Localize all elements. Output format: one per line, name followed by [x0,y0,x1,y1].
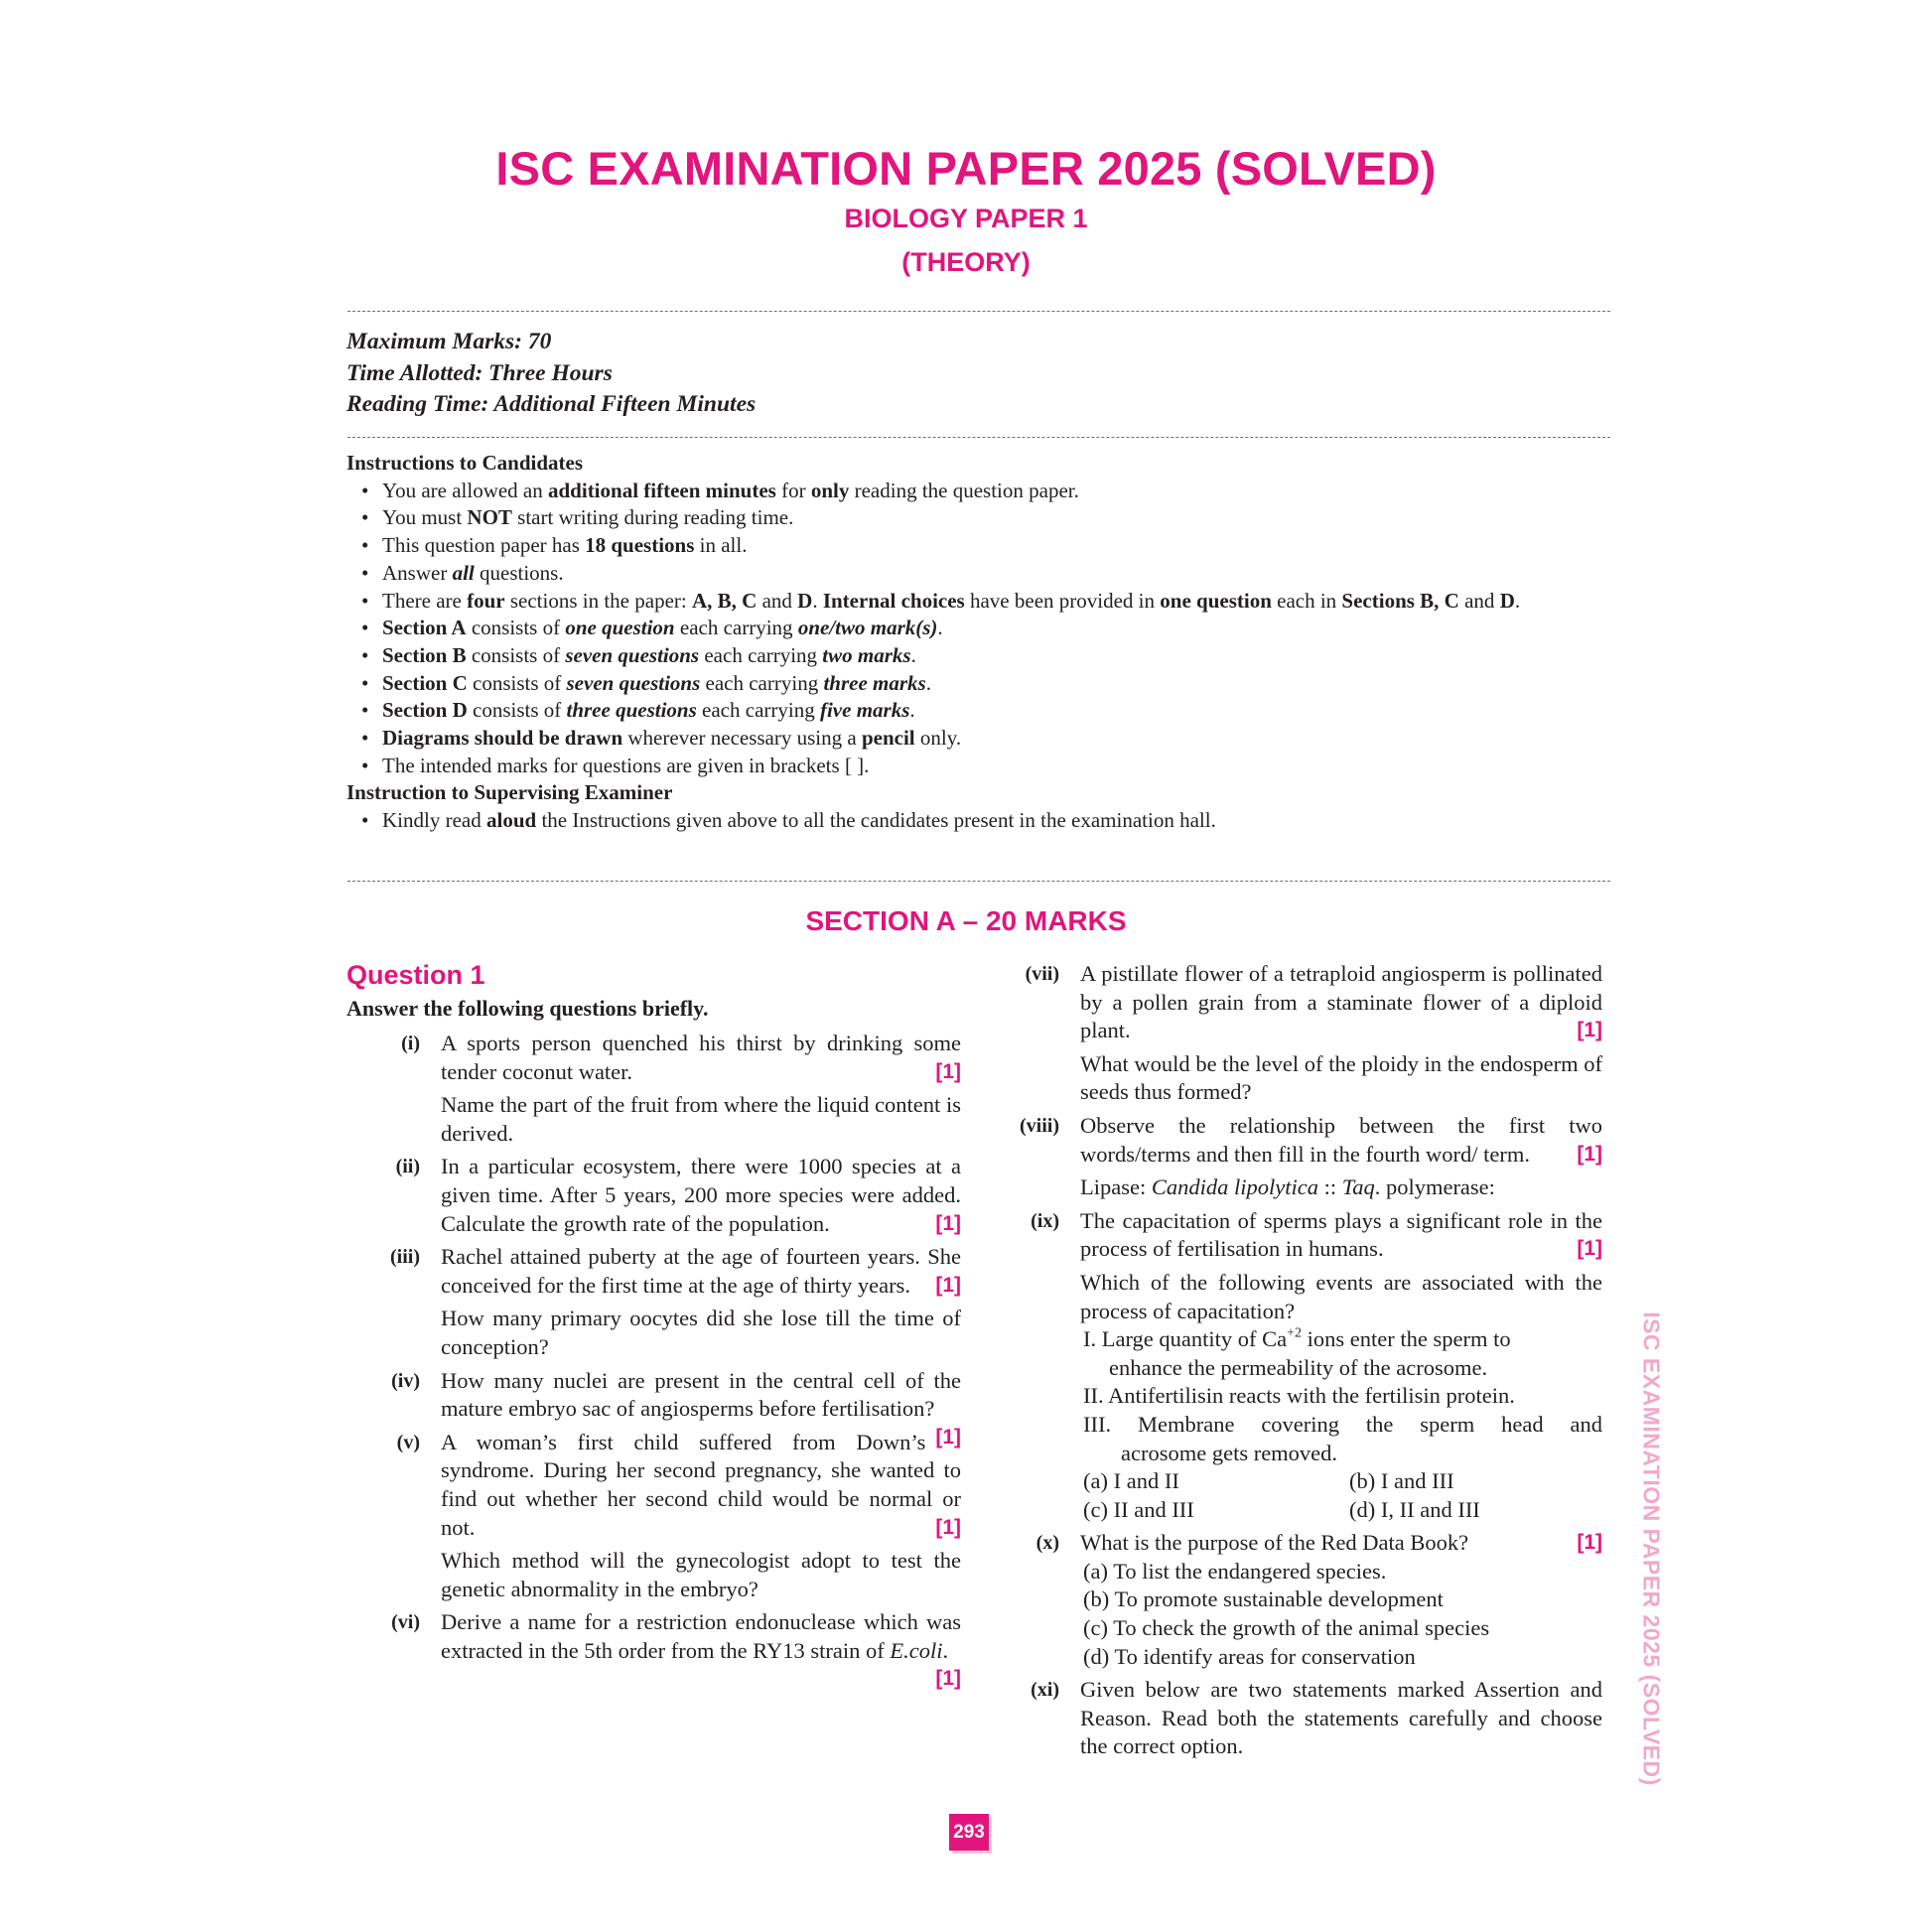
marks-badge: [1] [1577,1531,1602,1555]
sub-question-iii: (iii) Rachel attained puberty at the age of fourteen years. She conceived for the first time at the age of thirty years. [1] How many primary oocytes did she lose till the time of conception? [373,1243,961,1361]
left-column [373,1030,961,1694]
list-item: • You must NOT start writing during reading time. [346,504,1609,532]
list-item: • Section A consists of one question each carrying one/two mark(s). [346,615,1609,642]
question-subheading: Answer the following questions briefly. [346,996,709,1021]
section-title: SECTION A – 20 MARKS [805,905,1127,936]
sub-question-vi: (vi) Derive a name for a restriction endonuclease which was extracted in the 5th order from the RY13 strain of E.coli. [1] [373,1608,961,1665]
marks-badge: [1] [935,1425,961,1449]
list-item: • Section C consists of seven questions each carrying three marks. [346,670,1609,698]
instructions-block [346,450,1609,835]
options-list [1080,1558,1602,1671]
options-grid [1080,1467,1602,1524]
sub-question-viii: (viii) Observe the relationship between the first two words/terms and then fill in the fourth word/ term. [1] Lipase: Candida lipolytica :: Taq. polymerase: [1013,1112,1602,1202]
marks-badge: [1] [1577,1142,1602,1166]
right-column [1013,960,1602,1766]
option-b: (b) To promote sustainable development [1083,1587,1444,1612]
sub-question-v: (v) A woman’s first child suffered from Down’s syndrome. During her second pregnancy, she wanted to find out whether her second child would be normal or not. [1] Which method will the gynecologist adopt to test the genetic abnormality in the embryo? [373,1429,961,1604]
list-item: • Section D consists of three questions each carrying five marks. [346,697,1609,725]
marks-badge: [1] [1577,1019,1602,1042]
statement-list: I. Large quantity of $Ca^{+2}$ ions enter the sperm to enhance the permeability of the acrosome. II. Antifertilisin reacts with the fertilisin protein. III. Membrane covering the sperm head and acrosome gets removed. [1083,1325,1602,1465]
list-item: • Answer all questions. [346,560,1609,588]
page-number: 293 [949,1814,989,1851]
list-item: • Diagrams should be drawn wherever necessary using a pencil only. [346,725,1609,753]
list-item: • Section B consists of seven questions each carrying two marks. [346,642,1609,670]
list-item: • There are four sections in the paper: A, B, C and D. Internal choices have been provided in one question each in Sections B, C and D. [346,588,1609,616]
sub-question-number: (ii) [395,1156,420,1178]
dashed-divider [347,881,1610,882]
sub-question-number: (vi) [391,1611,420,1634]
list-item: • Kindly read aloud the Instructions given above to all the candidates present in the examination hall. [346,807,1609,835]
sub-question-x: (x) What is the purpose of the Red Data Book? [1] (a) To list the endangered species. (b) To promote sustainable development (c) To check the growth of the animal species (d) To identify areas for conservation [1013,1529,1602,1671]
marks-badge: [1] [1577,1237,1602,1261]
list-item: • You are allowed an additional fifteen minutes for only reading the question paper. [346,478,1609,505]
marks-badge: [1] [935,1667,961,1691]
dashed-divider [347,437,1610,438]
option-b: (b) I and III [1349,1468,1454,1494]
max-marks: Maximum Marks: 70 [346,329,552,354]
instructions-list [346,478,1609,780]
sub-question-number: (iv) [391,1369,420,1392]
sub-question-xi: (xi) Given below are two statements marked Assertion and Reason. Read both the statements carefully and choose the correct option. [1013,1676,1602,1761]
sub-question-number: (i) [401,1033,420,1054]
sub-question-number: (vii) [1025,963,1059,985]
sub-question-iv: (iv) How many nuclei are present in the central cell of the mature embryo sac of angiosperms before fertilisation? [1] [373,1367,961,1424]
sub-question-number: (xi) [1031,1679,1059,1702]
option-c: (c) II and III [1083,1496,1194,1522]
supervisor-heading: Instruction to Supervising Examiner [346,780,673,805]
dashed-divider [347,311,1610,312]
marks-badge: [1] [935,1211,961,1235]
paper-subtitle: BIOLOGY PAPER 1 [844,204,1088,233]
sub-question-ix: (ix) The capacitation of sperms plays a significant role in the process of fertilisation in humans. [1] Which of the following events are associated with the process of capacitation? I. Large quantity of $Ca^{+2}$ ions enter the sperm to enhance the permeability of the acrosome. II. Antifertilisin reacts with the fertilisin protein. III. Membrane covering the sperm head and acrosome gets removed. (a) I and II (b) I and III (c) II and III (d) I, II and III [1013,1207,1602,1525]
marks-badge: [1] [935,1273,961,1297]
marks-badge: [1] [935,1515,961,1539]
option-d: (d) To identify areas for conservation [1083,1643,1416,1669]
instructions-heading: Instructions to Candidates [346,451,584,475]
side-watermark: ISC EXAMINATION PAPER 2025 (SOLVED) [1638,1311,1665,1786]
sub-question-number: (ix) [1031,1209,1059,1232]
sub-question-ii: (ii) In a particular ecosystem, there were 1000 species at a given time. After 5 years, 200 more species were added. Calculate the growth rate of the population. [1] [373,1153,961,1238]
sub-question-number: (iii) [390,1246,420,1269]
sub-question-vii: (vii) A pistillate flower of a tetraploid angiosperm is pollinated by a pollen grain from a staminate flower of a diploid plant. [1] What would be the level of the ploidy in the endosperm of seeds thus formed? [1013,960,1602,1107]
marks-badge: [1] [935,1059,961,1083]
time-allotted: Time Allotted: Three Hours [346,359,613,386]
option-d: (d) I, II and III [1349,1496,1480,1522]
list-item: • This question paper has 18 questions in all. [346,532,1609,560]
exam-meta [346,327,756,421]
sub-question-number: (viii) [1020,1114,1059,1137]
option-a: (a) I and II [1083,1468,1179,1494]
list-item: • The intended marks for questions are given in brackets [ ]. [346,753,1609,780]
reading-time: Reading Time: Additional Fifteen Minutes [346,391,757,417]
question-heading: Question 1 [346,960,485,990]
sub-question-number: (v) [396,1431,420,1453]
option-a: (a) To list the endangered species. [1083,1558,1387,1584]
paper-subtitle-theory: (THEORY) [901,247,1031,277]
option-c: (c) To check the growth of the animal species [1083,1615,1490,1641]
sub-question-number: (x) [1035,1532,1059,1555]
paper-title: ISC EXAMINATION PAPER 2025 (SOLVED) [495,142,1437,195]
supervisor-list [346,807,1609,835]
sub-question-i: (i) A sports person quenched his thirst by drinking some tender coconut water. [1] Name the part of the fruit from where the liquid content is derived. [373,1030,961,1148]
